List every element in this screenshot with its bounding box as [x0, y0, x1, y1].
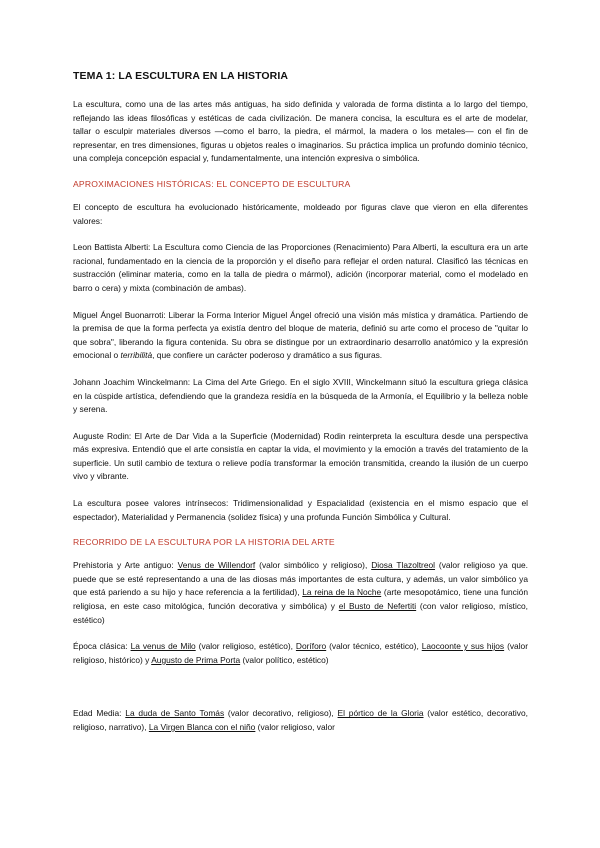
prehistoria-text-5: (con valor religioso, místico, estético)	[73, 601, 529, 625]
clasica-label: Época clásica:	[73, 641, 131, 652]
media-text-2: (valor decorativo, religioso),	[224, 708, 338, 719]
winckelmann-paragraph: Johann Joachim Winckelmann: La Cima del Arte Griego. En el siglo XVIII, Winckelmann situó la escultura griega clásica en la cúspide artística, defendiendo que la grandeza residía en la búsqueda de la Armonía, el Equilibrio y la belleza noble y serena.	[73, 376, 528, 415]
link-venus-willendorf: Venus de Willendorf	[177, 560, 256, 571]
terribilita-italic: terribilità	[120, 350, 153, 361]
link-laocoonte: Laocoonte y sus hijos	[421, 641, 505, 652]
edad-media-paragraph	[73, 707, 528, 734]
link-portico-gloria: El pórtico de la Gloria	[337, 708, 424, 719]
clasica-text-2: (valor religioso, estético),	[195, 641, 296, 652]
media-text-4: (valor religioso, valor	[255, 722, 335, 732]
intro-paragraph: La escultura, como una de las artes más antiguas, ha sido definida y valorada de forma distinta a lo largo del tiempo, reflejando las ideas filosóficas y estéticas de cada civilización. De manera concisa, la escultura es el arte de modelar, tallar o esculpir materiales diversos —como el barro, la piedra, el mármol, la madera o los metales— con el fin de representar, en tres dimensiones, figuras u objetos reales o imaginarios. Su práctica implica un profundo dominio técnico, una compleja concepción espacial y, fundamentalmente, una intención expresiva o simbólica.	[73, 99, 528, 164]
link-reina-noche: La reina de la Noche	[302, 587, 382, 598]
link-venus-milo: La venus de Milo	[130, 641, 196, 652]
rodin-paragraph: Auguste Rodin: El Arte de Dar Vida a la Superficie (Modernidad) Rodin reinterpreta la escultura desde una perspectiva más expresiva. Entendió que el arte consistía en captar la vida, el movimiento y la emoción a través del tratamiento de la superficie. Un sutil cambio de textura o relieve podía transformar la emoción transmitida, creando la ilusión de un cuerpo vivo y vibrante.	[73, 430, 528, 482]
valores-paragraph: La escultura posee valores intrínsecos: Tridimensionalidad y Espacialidad (existencia en el mismo espacio que el espectador), Materialidad y Permanencia (solidez física) y una profunda Función Simbólica y Cultural.	[73, 498, 528, 522]
link-augusto-prima-porta: Augusto de Prima Porta	[151, 654, 241, 665]
section1-intro-paragraph: El concepto de escultura ha evolucionado históricamente, moldeado por figuras clave que vieron en ella diferentes valores:	[73, 201, 528, 226]
prehistoria-text-2: (valor simbólico y religioso),	[255, 560, 372, 571]
miguel-angel-text-end: , que confiere un carácter poderoso y dramático a sus figuras.	[152, 350, 383, 361]
prehistoria-label: Prehistoria y Arte antiguo:	[73, 560, 178, 571]
clasica-text-3: (valor técnico, estético),	[326, 641, 422, 652]
document-page	[73, 70, 528, 748]
prehistoria-text-3: (valor religioso ya que. puede que se esté representando a una de las diosas más importantes de esta cultura, y además, un valor simbólico ya que está pariendo a su hijo y hace referencia a la fertilidad),	[73, 560, 528, 598]
clasica-paragraph	[73, 640, 528, 667]
media-label: Edad Media:	[73, 708, 126, 719]
section-heading-recorrido: RECORRIDO DE LA ESCULTURA POR LA HISTORIA DEL ARTE	[73, 537, 335, 548]
link-virgen-blanca: La Virgen Blanca con el niño	[148, 722, 256, 732]
link-doriforo: Doríforo	[295, 641, 327, 652]
section-heading-aproximaciones: APROXIMACIONES HISTÓRICAS: EL CONCEPTO DE ESCULTURA	[73, 178, 351, 189]
clasica-text-5: (valor político, estético)	[240, 654, 329, 665]
miguel-angel-text: Miguel Ángel Buonarroti: Liberar la Forma Interior Miguel Ángel ofreció una visión más mística y dramática. Partiendo de la premisa de que la forma perfecta ya existía dentro del bloque de materia, definió su arte como el proceso de "quitar lo que sobra", liberando la figura contenida. Su obra se distingue por un extraordinario desarrollo anatómico y la expresión emocional o	[73, 309, 528, 361]
spacer	[73, 680, 528, 707]
link-busto-nefertiti: el Busto de Nefertiti	[338, 601, 417, 612]
alberti-paragraph: Leon Battista Alberti: La Escultura como Ciencia de las Proporciones (Renacimiento) Para Alberti, la escultura era un arte racional, fundamentado en la ciencia de la proporción y el diseño para reflejar el orden natural. Clasificó las técnicas en sustracción (eliminar materia, como en la talla de piedra o mármol), adición (incorporar material, como el modelado en barro o cera) y mixta (combinación de ambas).	[73, 242, 528, 293]
prehistoria-text-4: (arte mesopotámico, tiene una función religiosa, en este caso mitológica, función decorativa y simbólica) y	[73, 587, 528, 612]
link-diosa-tlazoltreol: Diosa Tlazoltreol	[371, 560, 436, 571]
link-duda-santo-tomas: La duda de Santo Tomás	[125, 708, 225, 719]
page-title: TEMA 1: LA ESCULTURA EN LA HISTORIA	[73, 70, 289, 82]
miguel-angel-paragraph	[73, 309, 528, 363]
prehistoria-paragraph	[73, 559, 528, 627]
clasica-text-4: (valor religioso, histórico) y	[73, 641, 529, 665]
media-text-3: (valor estético, decorativo, religioso, narrativo),	[73, 708, 528, 732]
